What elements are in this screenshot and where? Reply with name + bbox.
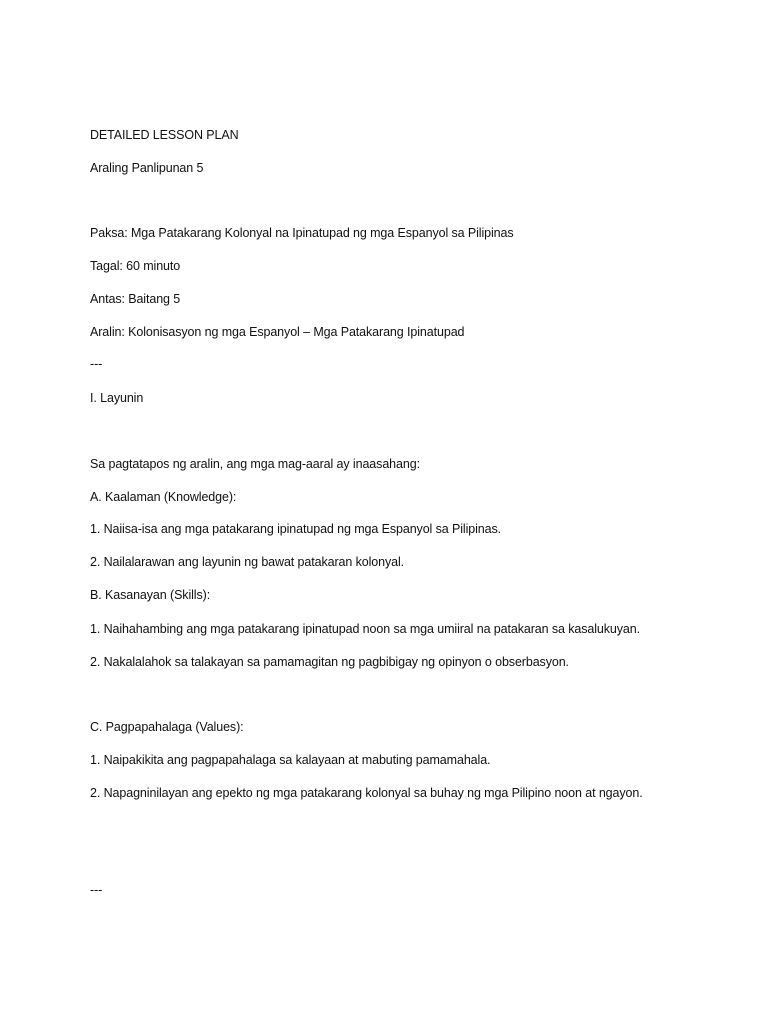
objective-a-item: 1. Naiisa-isa ang mga patakarang ipinatupad ng mga Espanyol sa Pilipinas. [90,522,502,536]
document-title: DETAILED LESSON PLAN [90,128,239,142]
divider-line: --- [90,357,103,371]
section-heading: I. Layunin [90,391,144,405]
subject-line: Araling Panlipunan 5 [90,161,204,175]
objective-a-heading: A. Kaalaman (Knowledge): [90,490,237,504]
paksa-line: Paksa: Mga Patakarang Kolonyal na Ipinatupad ng mga Espanyol sa Pilipinas [90,226,514,240]
objective-c-item: 2. Napagninilayan ang epekto ng mga patakarang kolonyal sa buhay ng mga Pilipino noon at ngayon. [90,786,643,800]
objective-b-heading: B. Kasanayan (Skills): [90,588,211,602]
antas-line: Antas: Baitang 5 [90,292,181,306]
objective-a-item: 2. Nailalarawan ang layunin ng bawat patakaran kolonyal. [90,555,405,569]
objective-c-heading: C. Pagpapahalaga (Values): [90,720,244,734]
intro-line: Sa pagtatapos ng aralin, ang mga mag-aaral ay inaasahang: [90,457,420,471]
objective-b-item: 1. Naihahambing ang mga patakarang ipinatupad noon sa mga umiiral na patakaran sa kasalukuyan. [90,622,640,636]
divider-line: --- [90,883,103,897]
aralin-line: Aralin: Kolonisasyon ng mga Espanyol – Mga Patakarang Ipinatupad [90,325,465,339]
objective-c-item: 1. Naipakikita ang pagpapahalaga sa kalayaan at mabuting pamamahala. [90,753,491,767]
objective-b-item: 2. Nakalalahok sa talakayan sa pamamagitan ng pagbibigay ng opinyon o obserbasyon. [90,655,569,669]
tagal-line: Tagal: 60 minuto [90,259,181,273]
